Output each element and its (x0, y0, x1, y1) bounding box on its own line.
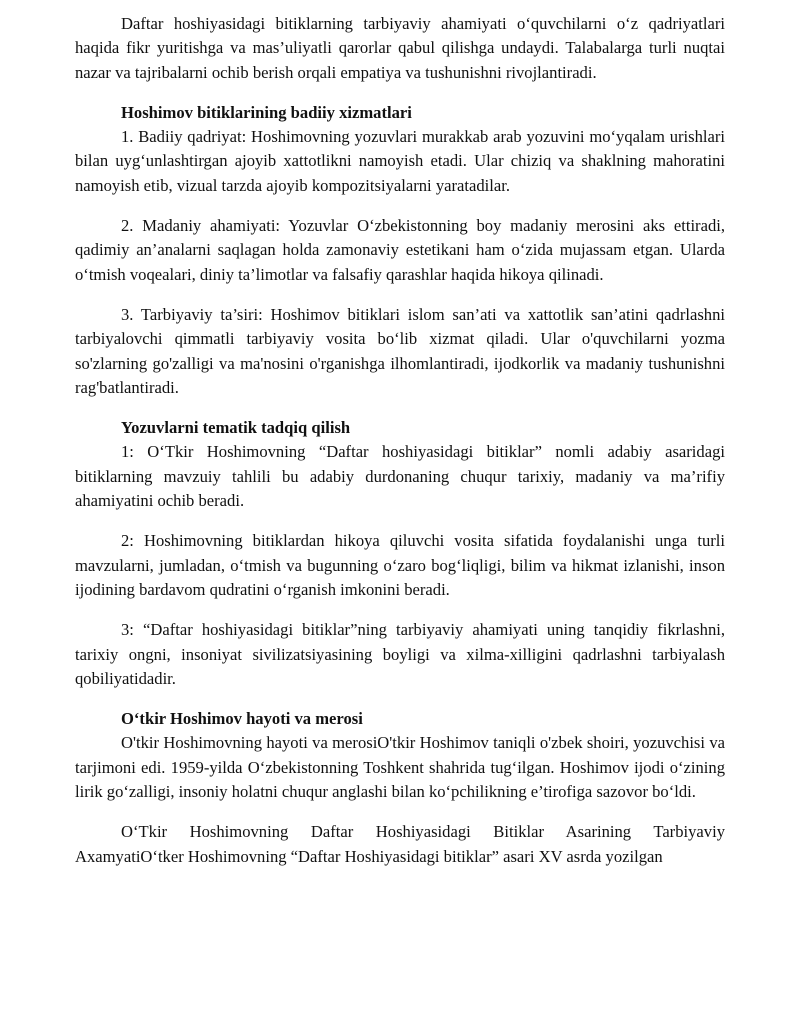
body-paragraph: 3: “Daftar hoshiyasidagi bitiklar”ning tarbiyaviy ahamiyati uning tanqidiy fikrlashni, tarixiy ongni, insoniyat sivilizatsiyasining boyligi va xilma-xilligini qadrlashni tarbiyalash qobiliyatidadir. (75, 620, 725, 688)
body-paragraph: 1. Badiiy qadriyat: Hoshimovning yozuvlari murakkab arab yozuvini mo‘yqalam urishlari bilan uyg‘unlashtirgan ajoyib xattotlikni namoyish etadi. Ular chiziq va shaklning mahoratini namoyish etib, vizual tarzda ajoyib kompozitsiyalarni yaratadilar. (75, 127, 725, 195)
section-heading-artistic-merits: Hoshimov bitiklarining badiiy xizmatlari (121, 102, 412, 122)
document-page (75, 12, 725, 869)
section-heading-thematic-study: Yozuvlarni tematik tadqiq qilish (121, 418, 351, 438)
body-paragraph: O‘Tkir Hoshimovning Daftar Hoshiyasidagi Bitiklar Asarining Tarbiyaviy AxamyatiO‘tker Hoshimovning “Daftar Hoshiyasidagi bitiklar” asari XV asrda yozilgan (75, 822, 725, 866)
intro-paragraph: Daftar hoshiyasidagi bitiklarning tarbiyaviy ahamiyati o‘quvchilarni o‘z qadriyatlari haqida fikr yuritishga va mas’uliyatli qarorlar qabul qilishga undaydi. Talabalarga turli nuqtai nazar va tajribalarni ochib berish orqali empatiya va tushunishni rivojlantiradi. (75, 14, 725, 82)
body-paragraph: 2: Hoshimovning bitiklardan hikoya qiluvchi vosita sifatida foydalanishi unga turli mavzularni, jumladan, o‘tmish va bugunning o‘zaro bog‘liqligi, bilim va hikmat izlanishi, inson ijodining bardavom qudratini o‘rganish imkonini beradi. (75, 531, 725, 599)
body-paragraph: 1: O‘Tkir Hoshimovning “Daftar hoshiyasidagi bitiklar” nomli adabiy asaridagi bitiklarning mavzuiy tahlili bu adabiy durdonaning chuqur tarixiy, madaniy va ma’rifiy ahamiyatini ochib beradi. (75, 442, 725, 511)
body-paragraph: 2. Madaniy ahamiyati: Yozuvlar O‘zbekistonning boy madaniy merosini aks ettiradi, qadimiy an’analarni saqlagan holda zamonaviy estetikani ham o‘zida mujassam etgan. Ularda o‘tmish voqealari, diniy ta’limotlar va falsafiy qarashlar haqida hikoya qilinadi. (75, 216, 725, 284)
body-paragraph: O'tkir Hoshimovning hayoti va merosiO'tkir Hoshimov taniqli o'zbek shoiri, yozuvchisi va tarjimoni edi. 1959-yilda O‘zbekistonning Toshkent shahrida tug‘ilgan. Hoshimov ijodi o‘zining lirik go‘zalligi, insoniy holatni chuqur anglashi bilan ko‘pchilikning e’tirofiga sazovor bo‘ldi. (75, 733, 725, 802)
body-paragraph: 3. Tarbiyaviy ta’siri: Hoshimov bitiklari islom san’ati va xattotlik san’atini qadrlashni tarbiyalovchi qimmatli tarbiyaviy vosita bo‘lib xizmat qiladi. Ular o'quvchilarni yozma so'zlarning go'zalligi va ma'nosini o'rganishga ilhomlantiradi, ijodkorlik va madaniy tushunishni rag'batlantiradi. (75, 304, 725, 397)
section-heading-life-legacy: O‘tkir Hoshimov hayoti va merosi (121, 709, 363, 729)
